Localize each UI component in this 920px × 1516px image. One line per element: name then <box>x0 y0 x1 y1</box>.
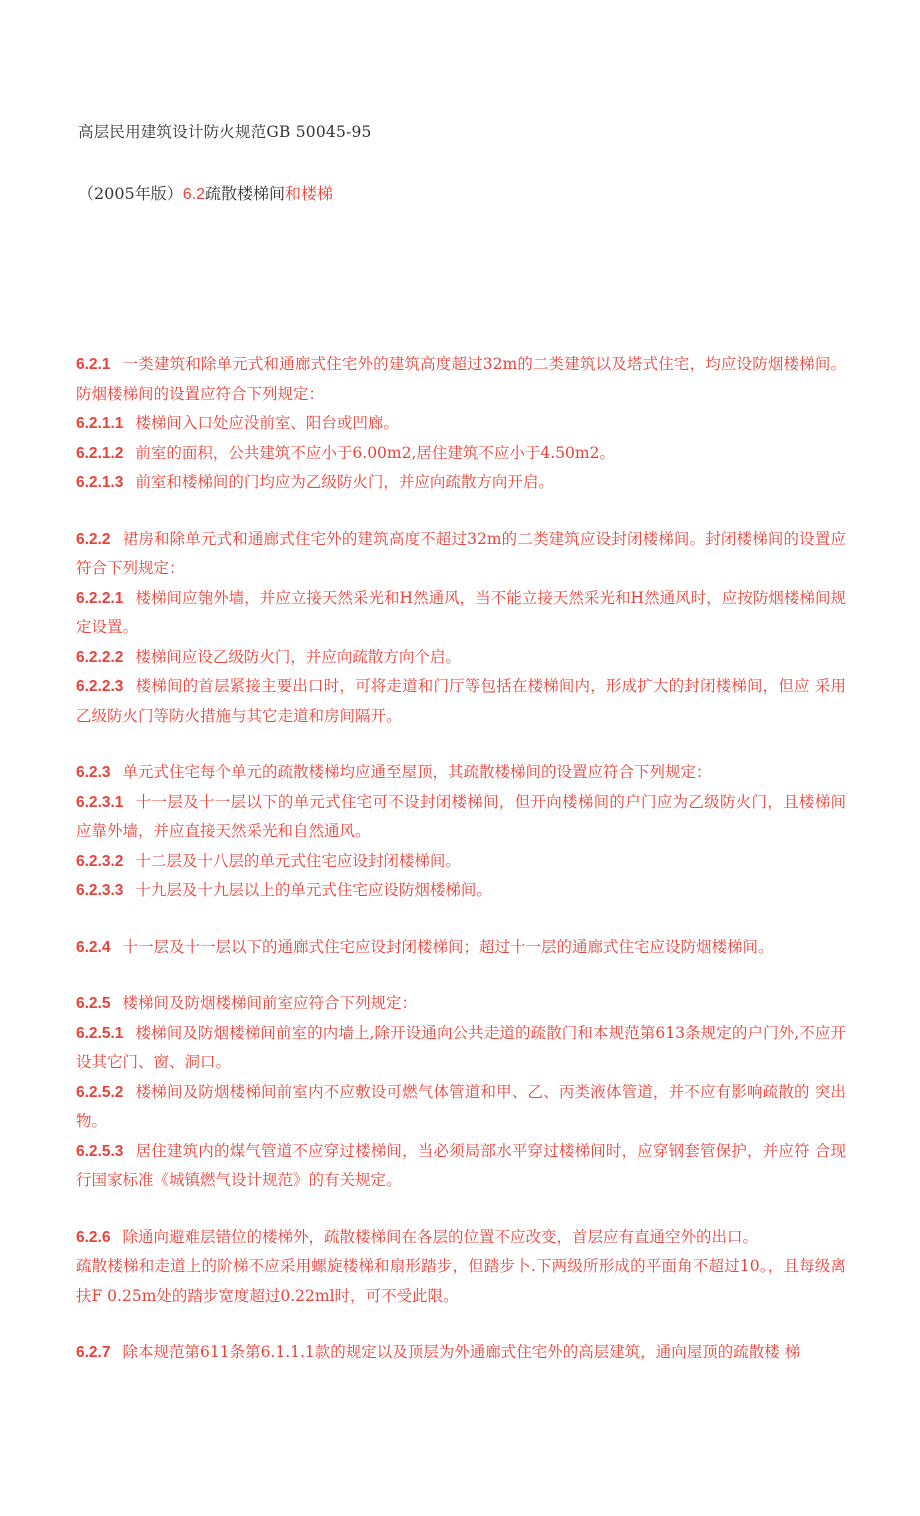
clause-group <box>76 933 846 963</box>
clause-number: 6.2.2.3 <box>76 678 124 695</box>
clause-number: 6.2.3 <box>76 764 111 781</box>
section-number: 6.2 <box>182 186 205 203</box>
clause-number: 6.2.5.3 <box>76 1142 124 1160</box>
clause-number: 6.2.5 <box>76 995 111 1012</box>
clause-text: 十一层及十一层以下的单元式住宅可不设封闭楼梯间，但开向楼梯间的户门应为乙级防火门，且楼梯间应靠外墙，并应直接天然采光和自然通风。 <box>76 792 846 840</box>
clause-group <box>76 758 846 906</box>
document-title: 高层民用建筑设计防火规范GB 50045-95 <box>78 123 372 141</box>
clause-group <box>76 1338 846 1368</box>
clause-paragraph <box>76 933 846 963</box>
clause-number: 6.2.3.1 <box>76 793 124 811</box>
clause-paragraph <box>76 847 846 877</box>
clause-text: 十九层及十九层以上的单元式住宅应设防烟楼梯间。 <box>135 881 492 899</box>
clause-number: 6.2.2 <box>76 530 111 548</box>
clause-text: 裙房和除单元式和通廊式住宅外的建筑高度不超过32m的二类建筑应设封闭楼梯间。封闭楼梯间的设置应符合下列规定： <box>76 529 846 577</box>
clause-paragraph <box>76 439 846 469</box>
clause-number: 6.2.3.3 <box>76 882 124 899</box>
clause-number: 6.2.6 <box>76 1228 111 1246</box>
clause-number: 6.2.3.2 <box>76 852 124 870</box>
clause-number: 6.2.1 <box>76 356 111 373</box>
clause-number: 6.2.4 <box>76 938 111 956</box>
clause-paragraph <box>76 788 846 847</box>
section-title-a: 疏散楼梯间 <box>204 184 285 203</box>
clause-text: 楼梯间及防烟楼梯间前室的内墙上,除开设通向公共走道的疏散门和本规范第613条规定的户门外,不应开设其它门、窗、洞口。 <box>76 1023 846 1071</box>
clause-number: 6.2.1.2 <box>76 444 124 462</box>
clause-text: 楼梯间入口处应没前室、阳台或凹廊。 <box>135 414 399 432</box>
clause-paragraph <box>76 1019 846 1078</box>
clause-paragraph <box>76 1078 846 1137</box>
clause-text: 除通向避难层错位的楼梯外，疏散楼梯间在各层的位置不应改变，首层应有直通空外的出口。 <box>122 1227 758 1246</box>
clause-text: 楼梯间的首层紧接主要出口时，可将走道和门厅等包括在楼梯间内，形成扩大的封闭楼梯间，但应 采用乙级防火门等防火措施与其它走道和房间隔开。 <box>76 677 846 725</box>
clause-paragraph <box>76 350 846 409</box>
clause-text: 十二层及十八层的单元式住宅应设封闭楼梯间。 <box>135 851 461 870</box>
clause-text: 楼梯间及防烟楼梯间前室应符合下列规定： <box>122 994 417 1012</box>
clause-number: 6.2.2.2 <box>76 648 124 666</box>
clause-paragraph <box>76 1338 846 1368</box>
clause-paragraph <box>76 643 846 673</box>
clause-paragraph <box>76 758 846 788</box>
clause-text: 楼梯间及防烟楼梯间前室内不应敷设可燃气体管道和甲、乙、丙类液体管道，并不应有影响疏散的 突出物。 <box>76 1082 846 1130</box>
clause-paragraph <box>76 1223 846 1253</box>
document-body <box>76 350 846 1395</box>
clause-group <box>76 989 846 1196</box>
clause-text: 疏散楼梯和走道上的阶梯不应采用螺旋楼梯和扇形踏步，但踏步卜.下两级所形成的平面角不超过10。，且每级离扶F 0.25m处的踏步宽度超过0.22ml时，可不受此限。 <box>76 1257 846 1305</box>
clause-number: 6.2.5.2 <box>76 1083 124 1101</box>
edition-label: （2005年版） <box>78 184 183 203</box>
clause-text: 居住建筑内的煤气管道不应穿过楼梯间，当必须局部水平穿过楼梯间时，应穿钢套管保护，并应符 合现行国家标准《城镇燃气设计规范》的有关规定。 <box>76 1141 846 1189</box>
clause-number: 6.2.7 <box>76 1344 111 1361</box>
clause-text: 一类建筑和除单元式和通廊式住宅外的建筑高度超过32m的二类建筑以及塔式住宅，均应设防烟楼梯间。防烟楼梯间的设置应符合下列规定： <box>76 355 846 403</box>
clause-text: 十一层及十一层以下的通廊式住宅应设封闭楼梯间；超过十一层的通廊式住宅应设防烟楼梯间。 <box>122 937 774 956</box>
clause-number: 6.2.5.1 <box>76 1024 124 1042</box>
clause-text: 楼梯间应设乙级防火门，并应向疏散方向个启。 <box>135 647 461 666</box>
clause-text: 单元式住宅每个单元的疏散楼梯均应通至屋顶，其疏散楼梯间的设置应符合下列规定： <box>122 763 712 781</box>
clause-paragraph <box>76 1137 846 1196</box>
clause-number: 6.2.1.3 <box>76 474 124 491</box>
clause-paragraph <box>76 584 846 643</box>
clause-paragraph <box>76 989 846 1019</box>
clause-group <box>76 350 846 498</box>
clause-text: 前室和楼梯间的门均应为乙级防火门，并应向疏散方向开启。 <box>135 473 554 491</box>
clause-paragraph <box>76 672 846 731</box>
clause-text: 楼梯间应匏外墙，并应立接天然采光和H然通风，当不能立接天然采光和H然通风时，应按防烟楼梯间规定设置。 <box>76 588 846 636</box>
clause-paragraph <box>76 409 846 439</box>
clause-paragraph <box>76 468 846 498</box>
section-heading <box>78 181 333 204</box>
clause-number: 6.2.1.1 <box>76 415 124 432</box>
section-title-b: 和楼梯 <box>285 184 334 203</box>
clause-paragraph <box>76 525 846 584</box>
clause-number: 6.2.2.1 <box>76 589 124 607</box>
clause-paragraph <box>76 876 846 906</box>
clause-text: 前室的面积，公共建筑不应小于6.00m2,居住建筑不应小于4.50m2。 <box>135 443 615 462</box>
clause-group <box>76 1223 846 1312</box>
clause-text: 除本规范第611条第6.1.1.1款的规定以及顶层为外通廊式住宅外的高层建筑，通向屋顶的疏散楼 梯 <box>122 1343 801 1361</box>
clause-group <box>76 525 846 732</box>
clause-paragraph <box>76 1252 846 1311</box>
